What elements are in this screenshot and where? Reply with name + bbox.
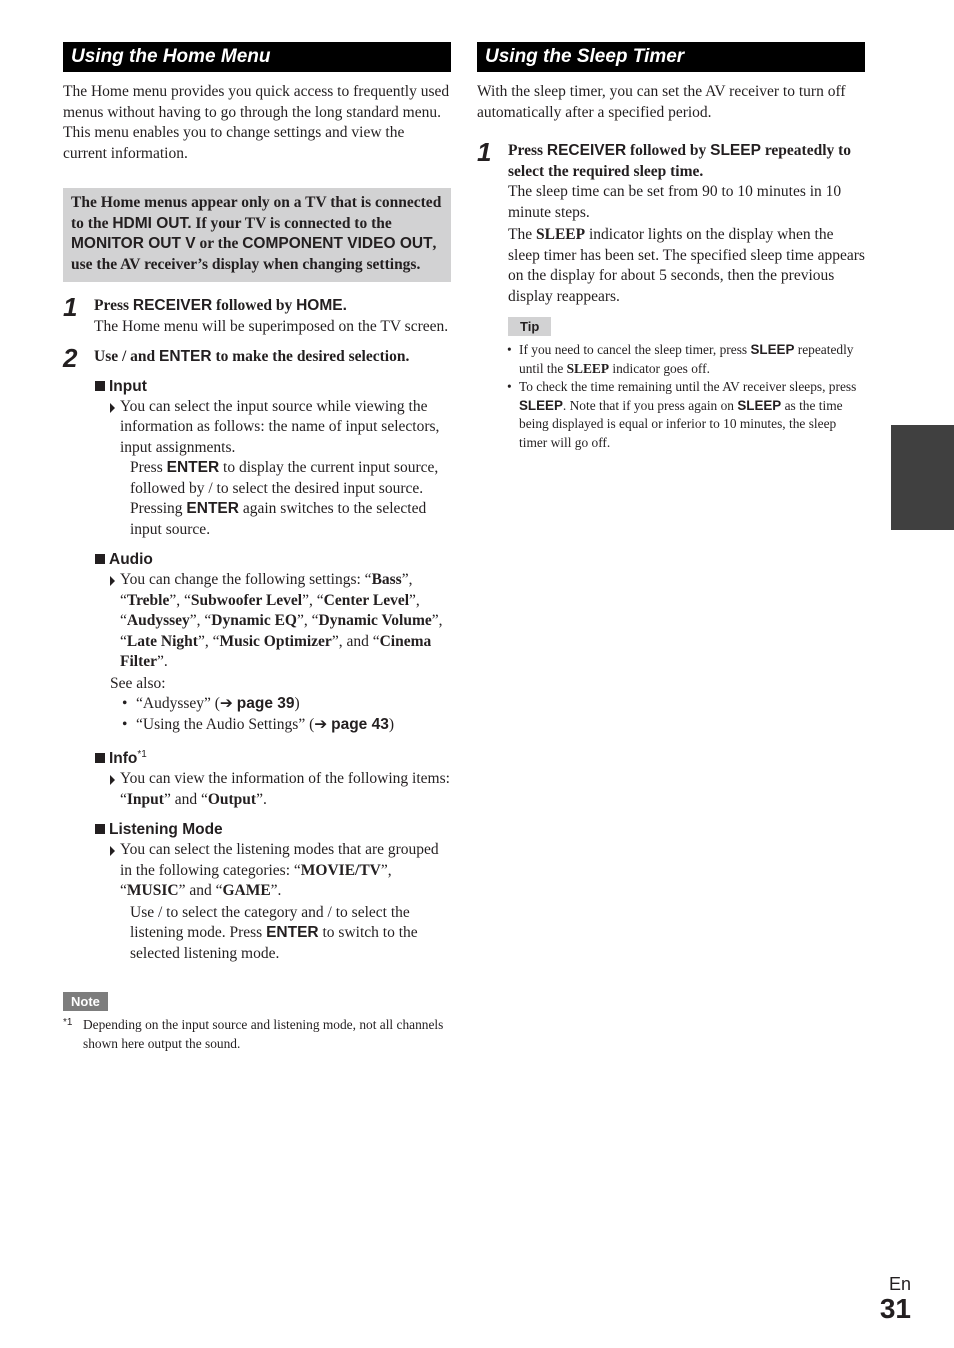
home-step-2 [63, 343, 451, 373]
footnote: *1 Depending on the input source and listening mode, not all channels shown here output the sound. [63, 1017, 444, 1051]
page-link: page 39 [236, 695, 295, 712]
listening-mode-description: You can select the listening modes that are grouped in the following categories: “MOVIE/TV”, “MUSIC” and “GAME”. [120, 840, 451, 902]
info-heading: Info$^{*1}$ [95, 745, 451, 769]
step-heading: Press RECEIVER followed by HOME. [94, 297, 347, 314]
input-heading: Input [95, 377, 451, 397]
audio-heading: Audio [95, 550, 451, 570]
sleep-timer-title: Using the Sleep Timer [477, 42, 865, 72]
tip-item: • If you need to cancel the sleep timer, press SLEEP repeatedly until the SLEEP indicator goes off. [507, 342, 854, 376]
step-number: 2 [63, 343, 78, 373]
step-body: The SLEEP indicator lights on the display when the sleep timer has been set. The specified sleep time appears on the display for about 5 seconds, then the previous display reappears. [508, 226, 865, 305]
see-also-audio-settings[interactable]: • “Using the Audio Settings” (➔ page 43) [122, 715, 395, 733]
step-heading: Use / and ENTER to make the desired selection. [94, 348, 410, 365]
audio-description: You can change the following settings: “Bass”, “Treble”, “Subwoofer Level”, “Center Level”, “Audyssey”, “Dynamic EQ”, “Dynamic Volume”, “Late Night”, “Music Optimizer”, and “Cinema Filter”. [120, 570, 451, 673]
listening-mode-heading: Listening Mode [95, 820, 451, 840]
listening-mode-instructions: Use / to select the category and / to select the listening mode. Press ENTER to switch to the selected listening mode. [130, 903, 418, 962]
step-body: The Home menu will be superimposed on the TV screen. [94, 317, 449, 335]
tip-item: • To check the time remaining until the AV receiver sleeps, press SLEEP. Note that if you press again on SLEEP as the time being displayed is equal or inferior to 10 minutes, the sleep timer will go off. [507, 379, 857, 450]
page-number [880, 1274, 911, 1324]
step-number: 1 [63, 292, 78, 322]
chapter-side-tab [891, 425, 954, 530]
square-bullet-icon [95, 381, 105, 391]
home-menu-title: Using the Home Menu [63, 42, 451, 72]
tip-section [508, 317, 865, 336]
see-also-audyssey[interactable]: • “Audyssey” (➔ page 39) [122, 695, 300, 712]
step-number: 1 [477, 137, 492, 167]
square-bullet-icon [95, 824, 105, 834]
language-code: En [888, 1274, 911, 1294]
square-bullet-icon [95, 753, 105, 763]
input-instructions: Press ENTER to display the current input source, followed by / to select the desired input source. Pressing ENTER again switches to the selected input source. [130, 459, 439, 538]
note-section [63, 992, 451, 1053]
triangle-arrow-icon [110, 775, 115, 785]
page-link: page 43 [331, 715, 389, 733]
info-description: You can view the information of the following items: “Input” and “Output”. [120, 769, 451, 810]
square-bullet-icon [95, 554, 105, 564]
tip-label: Tip [508, 317, 551, 336]
step-heading: Press RECEIVER followed by SLEEP repeatedly to select the required sleep time. [508, 142, 852, 180]
input-description: You can select the input source while viewing the information as follows: the name of input selectors, input assignments. [120, 397, 451, 459]
home-menu-intro: The Home menu provides you quick access to frequently used menus without having to go through the long standard menu. This menu enables you to change settings and view the current information. [63, 83, 450, 162]
right-column [477, 42, 865, 452]
hdmi-notice-box: The Home menus appear only on a TV that is connected to the HDMI OUT. If your TV is connected to the MONITOR OUT V or the COMPONENT VIDEO OUT, use the AV receiver’s display when changing settings. [63, 188, 451, 282]
note-label: Note [63, 992, 108, 1011]
step-body: The sleep time can be set from 90 to 10 minutes in 10 minute steps. [508, 183, 842, 221]
home-step-1 [63, 292, 451, 337]
triangle-arrow-icon [110, 846, 115, 856]
see-also-label: See also: [110, 674, 166, 692]
triangle-arrow-icon [110, 576, 115, 586]
page-number-value: 31 [879, 1293, 911, 1324]
left-column [63, 42, 451, 1053]
sleep-timer-intro: With the sleep timer, you can set the AV receiver to turn off automatically after a specified period. [477, 83, 846, 121]
sleep-step-1 [477, 137, 865, 307]
triangle-arrow-icon [110, 403, 115, 413]
